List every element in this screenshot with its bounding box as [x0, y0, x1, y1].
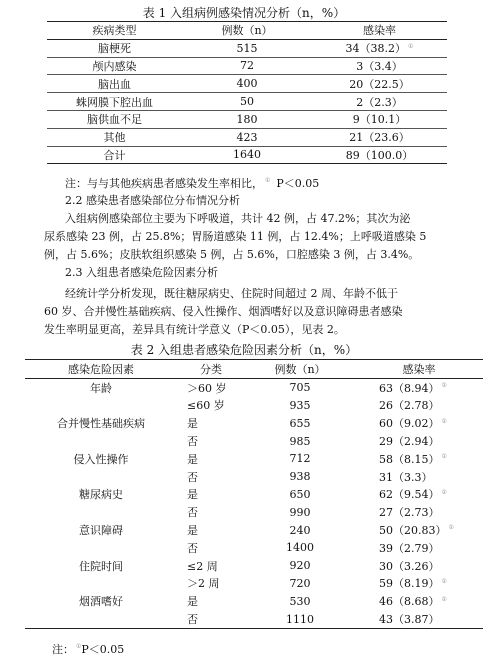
table2-rate-value: 46（8.68）: [379, 595, 440, 609]
table2-cell-count: 655: [289, 416, 311, 430]
table2-cell-factor: 意识障碍: [79, 524, 123, 538]
table1-cell-count: 400: [182, 75, 312, 93]
table1-note-mark: ①: [265, 177, 271, 185]
table2-header-count: 例数（n）: [245, 360, 355, 379]
table2-cell-count: 1400: [286, 541, 314, 555]
table2-cell-category: 否: [187, 506, 198, 520]
table1-cell-count: 423: [182, 128, 312, 146]
table2-row: [25, 414, 483, 432]
table1-row: [47, 146, 447, 164]
table2-cell-rate: [355, 592, 483, 610]
table2-cell-rate: [355, 378, 483, 396]
table2-row: [25, 539, 483, 557]
table2-cell-factor: [25, 468, 177, 486]
table2-cell-count: 920: [289, 559, 311, 573]
table2-cell-count: 530: [289, 594, 311, 608]
table1-header-count: 例数（n）: [182, 22, 312, 40]
table2-note-p: P＜0.05: [81, 643, 125, 656]
table2-cell-factor: 侵入性操作: [73, 452, 129, 466]
section-2-2-line-2: 尿系感染 23 例，占 25.8%；胃肠道感染 11 例，占 12.4%；上呼吸道感染 5: [44, 230, 427, 243]
table1-rate-value: 3（3.4）: [356, 59, 403, 73]
table2-cell-rate: [355, 414, 483, 432]
table2-rate-mark: ①: [441, 417, 447, 425]
table2-row: [25, 450, 483, 468]
table2-cell-category: 是: [187, 595, 198, 609]
table2-cell-category: 否: [187, 541, 198, 555]
table2-row: [25, 557, 483, 575]
table2-cell-category: ≤2 周: [187, 559, 218, 573]
table1-cell-rate: [312, 75, 447, 93]
table2: [25, 359, 483, 629]
table2-cell-category: 是: [187, 452, 198, 466]
table2-row: [25, 378, 483, 396]
table2-cell-rate: [355, 486, 483, 504]
table2-cell-category: 是: [187, 417, 198, 431]
table2-cell-category: 否: [187, 470, 198, 484]
table2-cell-category: ＞2 周: [187, 577, 220, 591]
table2-cell-factor: 糖尿病史: [79, 488, 123, 502]
table1-cell-count: 515: [182, 39, 312, 57]
table2-row: [25, 486, 483, 504]
table1-header-rate: 感染率: [312, 22, 447, 40]
table1-row: [47, 39, 447, 57]
table2-cell-count: 990: [289, 505, 311, 519]
table2-cell-rate: [355, 521, 483, 539]
table2-note: [52, 641, 124, 657]
table2-rate-value: 29（2.94）: [379, 435, 440, 449]
table1-cell-count: 180: [182, 110, 312, 128]
table2-cell-count: 240: [289, 523, 311, 537]
table1-cell-count: 1640: [233, 148, 261, 162]
table2-row: [25, 503, 483, 521]
table2-cell-rate: [355, 610, 483, 628]
table2-cell-rate: [355, 450, 483, 468]
table1-row: [47, 93, 447, 111]
table2-rate-mark: ①: [441, 577, 447, 585]
table1-note: [65, 175, 319, 191]
table1-rate-mark: ①: [408, 42, 414, 50]
table2-cell-factor: [25, 432, 177, 450]
table1-header-type: 疾病类型: [47, 22, 182, 40]
table2-cell-category: 是: [187, 524, 198, 538]
table1-rate-value: 20（22.5）: [349, 77, 410, 91]
table1-cell-rate: [312, 39, 447, 57]
table2-row: [25, 575, 483, 593]
table2-cell-rate: [355, 432, 483, 450]
table1: [47, 21, 447, 164]
table2-cell-factor: 合并慢性基础疾病: [57, 417, 145, 431]
table2-rate-value: 39（2.79）: [379, 541, 440, 555]
table2-rate-value: 50（20.83）: [379, 524, 447, 538]
table2-row: [25, 521, 483, 539]
table1-rate-value: 2（2.3）: [356, 95, 403, 109]
table2-header-rate: 感染率: [355, 360, 483, 379]
table1-cell-type: 脑供血不足: [47, 110, 182, 128]
table1-cell-type: 其他: [47, 128, 182, 146]
table1-cell-rate: [312, 93, 447, 111]
table2-header-category: 分类: [177, 360, 245, 379]
table2-rate-value: 30（3.26）: [379, 559, 440, 573]
table1-cell-type: 颅内感染: [47, 57, 182, 75]
table2-rate-mark: ①: [441, 382, 447, 390]
table2-cell-count: 712: [289, 452, 311, 466]
table1-row: [47, 128, 447, 146]
table2-cell-count: 650: [289, 487, 311, 501]
table1-row: [47, 57, 447, 75]
table2-cell-factor: 烟酒嗜好: [79, 595, 123, 609]
section-2-3-line-2: 60 岁、合并慢性基础疾病、侵入性操作、烟酒嗜好以及意识障碍患者感染: [44, 305, 403, 318]
table1-cell-count: 50: [182, 93, 312, 111]
table1-row: [47, 110, 447, 128]
table2-rate-value: 62（9.54）: [379, 488, 440, 502]
table2-cell-category: 否: [187, 435, 198, 449]
table2-caption: 表 2 入组患者感染危险因素分析（n，%）: [130, 343, 358, 357]
table1-note-p: P＜0.05: [276, 177, 320, 190]
table1-row: [47, 75, 447, 93]
section-2-3-heading: 2.3 入组患者感染危险因素分析: [65, 266, 218, 279]
table1-cell-type: 蛛网膜下腔出血: [47, 93, 182, 111]
table2-header-factor: 感染危险因素: [25, 360, 177, 379]
table2-row: [25, 592, 483, 610]
table1-note-text: 注：与与其他疾病患者感染发生率相比，: [65, 177, 263, 190]
table2-cell-rate: [355, 468, 483, 486]
table2-cell-count: 938: [289, 470, 311, 484]
table2-rate-value: 59（8.19）: [379, 577, 440, 591]
table2-row: [25, 397, 483, 415]
table2-cell-category: ＞60 岁: [187, 381, 227, 395]
table2-cell-count: 720: [289, 576, 311, 590]
table2-cell-category: 否: [187, 613, 198, 627]
table1-cell-rate: [312, 146, 447, 164]
table2-cell-count: 985: [289, 434, 311, 448]
table2-note-label: 注：: [52, 643, 74, 656]
table1-cell-rate: [312, 110, 447, 128]
table1-caption: 表 1 入组病例感染情况分析（n，%）: [142, 6, 346, 20]
table2-cell-category: ≤60 岁: [187, 399, 225, 413]
table2-note-mark: ①: [76, 643, 82, 651]
table2-rate-value: 63（8.94）: [379, 381, 440, 395]
table2-rate-mark: ①: [441, 453, 447, 461]
table1-cell-type: 脑出血: [47, 75, 182, 93]
table2-rate-value: 43（3.87）: [379, 613, 440, 627]
table2-cell-factor: [25, 610, 177, 628]
table2-cell-factor: [25, 539, 177, 557]
table2-cell-category: 是: [187, 488, 198, 502]
table2-cell-count: 935: [289, 398, 311, 412]
table2-cell-factor: [25, 503, 177, 521]
table2-row: [25, 610, 483, 628]
table2-cell-rate: [355, 575, 483, 593]
section-2-2-line-3: 例，占 5.6%；皮肤软组织感染 5 例，占 5.6%，口腔感染 3 例，占 3.4%。: [44, 248, 420, 261]
table1-header-row: [47, 22, 447, 40]
section-2-3-line-1: 经统计学分析发现，既往糖尿病史、住院时间超过 2 周、年龄不低于: [65, 287, 398, 300]
table1-cell-rate: [312, 128, 447, 146]
table2-rate-mark: ①: [448, 524, 454, 532]
section-2-3-line-3: 发生率明显更高，差异具有统计学意义（P＜0.05），见表 2。: [44, 323, 345, 336]
table2-cell-rate: [355, 397, 483, 415]
table2-row: [25, 468, 483, 486]
table1-rate-value: 9（10.1）: [352, 113, 407, 127]
table1-rate-value: 89（100.0）: [345, 148, 414, 162]
table2-cell-count: 705: [289, 381, 311, 395]
table1-cell-rate: [312, 57, 447, 75]
table2-cell-factor: [25, 397, 177, 415]
table2-rate-value: 31（3.3）: [379, 470, 433, 484]
table1-rate-value: 21（23.6）: [349, 131, 410, 145]
table2-cell-rate: [355, 557, 483, 575]
table2-rate-mark: ①: [441, 595, 447, 603]
table2-rate-value: 60（9.02）: [379, 417, 440, 431]
table1-cell-type: 合计: [103, 148, 126, 162]
table2-cell-count: 1110: [286, 612, 314, 626]
table2-row: [25, 432, 483, 450]
table2-rate-value: 26（2.78）: [379, 399, 440, 413]
table2-rate-value: 58（8.15）: [379, 452, 440, 466]
table2-cell-rate: [355, 503, 483, 521]
table2-rate-mark: ①: [441, 488, 447, 496]
table2-cell-factor: 年龄: [90, 381, 112, 395]
table1-cell-count: 72: [182, 57, 312, 75]
table2-cell-factor: 住院时间: [79, 559, 123, 573]
table1-cell-type: 脑梗死: [47, 39, 182, 57]
table1-rate-value: 34（38.2）: [345, 42, 407, 56]
section-2-2-heading: 2.2 感染患者感染部位分布情况分析: [65, 194, 240, 207]
table2-cell-rate: [355, 539, 483, 557]
table2-header-row: [25, 360, 483, 379]
table2-cell-factor: [25, 575, 177, 593]
section-2-2-line-1: 入组病例感染部位主要为下呼吸道，共计 42 例，占 47.2%；其次为泌: [65, 212, 411, 225]
table2-rate-value: 27（2.73）: [379, 506, 440, 520]
